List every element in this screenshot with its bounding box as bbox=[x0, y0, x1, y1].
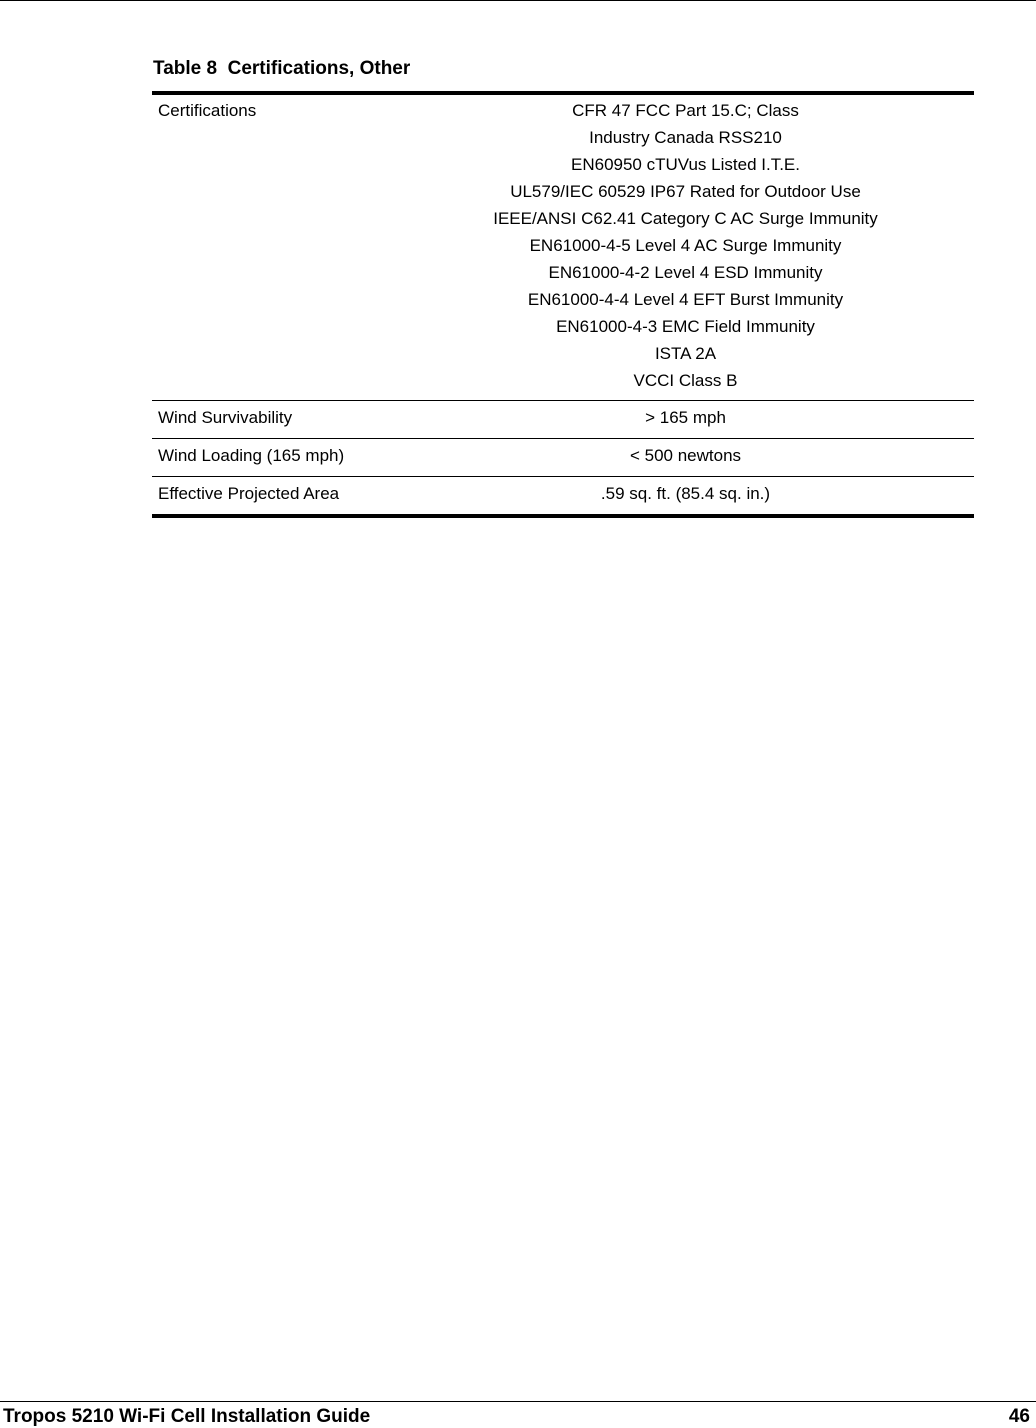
row-label: Wind Loading (165 mph) bbox=[158, 446, 345, 465]
table-bottom-rule bbox=[152, 514, 974, 518]
row-label: Wind Survivability bbox=[158, 408, 293, 427]
row-value: > 165 mph bbox=[645, 408, 726, 427]
table-row-wind-loading bbox=[152, 439, 974, 476]
certification-item: EN60950 cTUVus Listed I.T.E. bbox=[571, 155, 800, 174]
certification-item: CFR 47 FCC Part 15.C; Class bbox=[572, 101, 799, 120]
table-row-certifications bbox=[152, 95, 974, 400]
certification-item: IEEE/ANSI C62.41 Category C AC Surge Immunity bbox=[493, 209, 878, 228]
certification-item: EN61000-4-4 Level 4 EFT Burst Immunity bbox=[527, 290, 844, 309]
certification-item: ISTA 2A bbox=[654, 344, 717, 363]
certification-item: VCCI Class B bbox=[633, 371, 738, 390]
certification-item: EN61000-4-2 Level 4 ESD Immunity bbox=[548, 263, 823, 282]
footer-rule bbox=[0, 1401, 1036, 1402]
certifications-list bbox=[397, 97, 974, 394]
table-caption: Table 8 Certifications, Other bbox=[153, 58, 411, 79]
certification-item: EN61000-4-5 Level 4 AC Surge Immunity bbox=[529, 236, 842, 255]
row-value: < 500 newtons bbox=[629, 446, 742, 465]
row-label: Certifications bbox=[158, 101, 257, 120]
row-label: Effective Projected Area bbox=[158, 484, 340, 503]
certifications-table bbox=[152, 91, 974, 518]
table-row-effective-projected-area bbox=[152, 477, 974, 514]
page-top-rule bbox=[0, 0, 1036, 1]
certification-item: EN61000-4-3 EMC Field Immunity bbox=[556, 317, 815, 336]
certification-item: Industry Canada RSS210 bbox=[589, 128, 782, 147]
certification-item: UL579/IEC 60529 IP67 Rated for Outdoor Use bbox=[510, 182, 861, 201]
footer-document-title: Tropos 5210 Wi-Fi Cell Installation Guide bbox=[3, 1406, 371, 1427]
table-row-wind-survivability bbox=[152, 401, 974, 438]
footer-page-number: 46 bbox=[1008, 1406, 1030, 1427]
row-value: .59 sq. ft. (85.4 sq. in.) bbox=[600, 484, 771, 503]
